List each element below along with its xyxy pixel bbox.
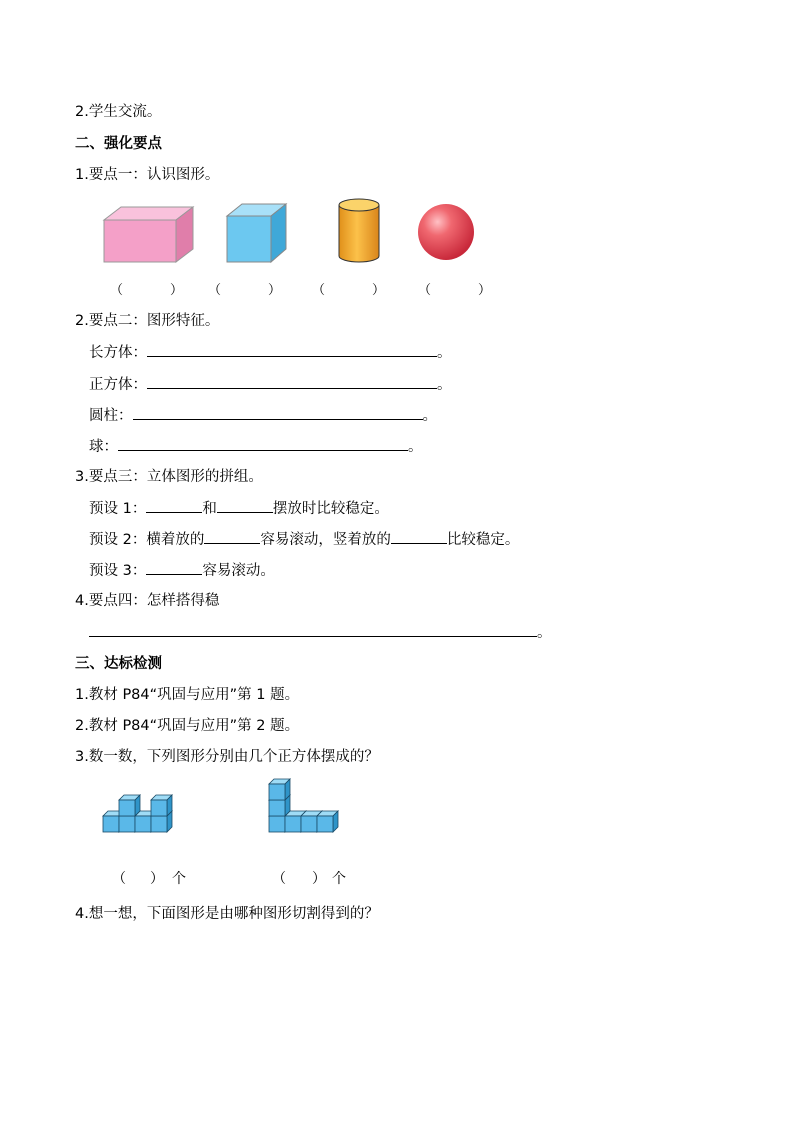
count-2-unit: 个 [332,871,346,887]
cube-image [224,202,294,266]
feature-cuboid-blank[interactable] [147,342,437,357]
preset-2-blank-b[interactable] [391,529,447,544]
unit-cube [269,800,285,816]
unit-cube [317,816,333,832]
shape-answer-4-close: ） [478,283,492,298]
question-4: 4.想一想，下面图形是由哪种图形切割得到的？ [75,906,379,922]
count-2-close: ） [312,871,326,887]
preset-1-blank-b[interactable] [217,498,273,513]
feature-sphere: 球： 。 [89,436,423,457]
unit-cube [151,800,167,816]
unit-cube [301,816,317,832]
preset-2: 预设 2：横着放的 容易滚动，竖着放的 比较稳定。 [89,529,519,550]
unit-cube [269,784,285,800]
point-4-answer: 。 [89,622,552,643]
unit-cube [151,816,167,832]
intro-item-2: 2.学生交流。 [75,104,162,120]
point-1: 1.要点一：认识图形。 [75,167,220,183]
preset-1: 预设 1： 和 摆放时比较稳定。 [89,498,389,519]
feature-cube-blank[interactable] [147,374,437,389]
unit-cube [135,816,151,832]
feature-cylinder-blank[interactable] [133,405,423,420]
preset-2-blank-a[interactable] [204,529,260,544]
sphere-image [414,200,478,270]
unit-cube [285,816,301,832]
question-1: 1.教材 P84“巩固与应用”第 1 题。 [75,687,300,703]
feature-cube: 正方体： 。 [89,374,452,395]
section-3-heading: 三、达标检测 [75,656,162,672]
feature-sphere-blank[interactable] [118,436,408,451]
shape-answer-3-open: （ [312,283,326,298]
count-1-unit: 个 [172,871,186,887]
shape-answer-1-close: ） [170,283,184,298]
question-2: 2.教材 P84“巩固与应用”第 2 题。 [75,718,300,734]
preset-1-blank-a[interactable] [146,498,202,513]
shape-answer-2-open: （ [208,283,222,298]
block-figure-2 [269,779,349,834]
cuboid-image [100,204,200,268]
shape-answer-3-close: ） [372,283,386,298]
point-2: 2.要点二：图形特征。 [75,313,220,329]
point-4: 4.要点四：怎样搭得稳 [75,593,220,609]
count-1-close: ） [150,871,164,887]
block-figure-1 [103,794,183,834]
preset-3: 预设 3： 容易滚动。 [89,560,275,581]
unit-cube [119,800,135,816]
unit-cube [269,816,285,832]
cylinder-image [336,196,386,266]
point-3: 3.要点三：立体图形的拼组。 [75,469,263,485]
question-3: 3.数一数，下列图形分别由几个正方体摆成的？ [75,749,379,765]
preset-3-blank[interactable] [146,560,202,575]
shape-answer-2-close: ） [268,283,282,298]
feature-cuboid: 长方体： 。 [89,342,452,363]
point-4-blank[interactable] [89,622,537,637]
section-2-heading: 二、强化要点 [75,136,162,152]
unit-cube [103,816,119,832]
unit-cube [119,816,135,832]
shape-answer-4-open: （ [418,283,432,298]
count-1-open: （ [112,871,126,887]
count-2-open: （ [272,871,286,887]
feature-cylinder: 圆柱： 。 [89,405,437,426]
shape-answer-1-open: （ [110,283,124,298]
